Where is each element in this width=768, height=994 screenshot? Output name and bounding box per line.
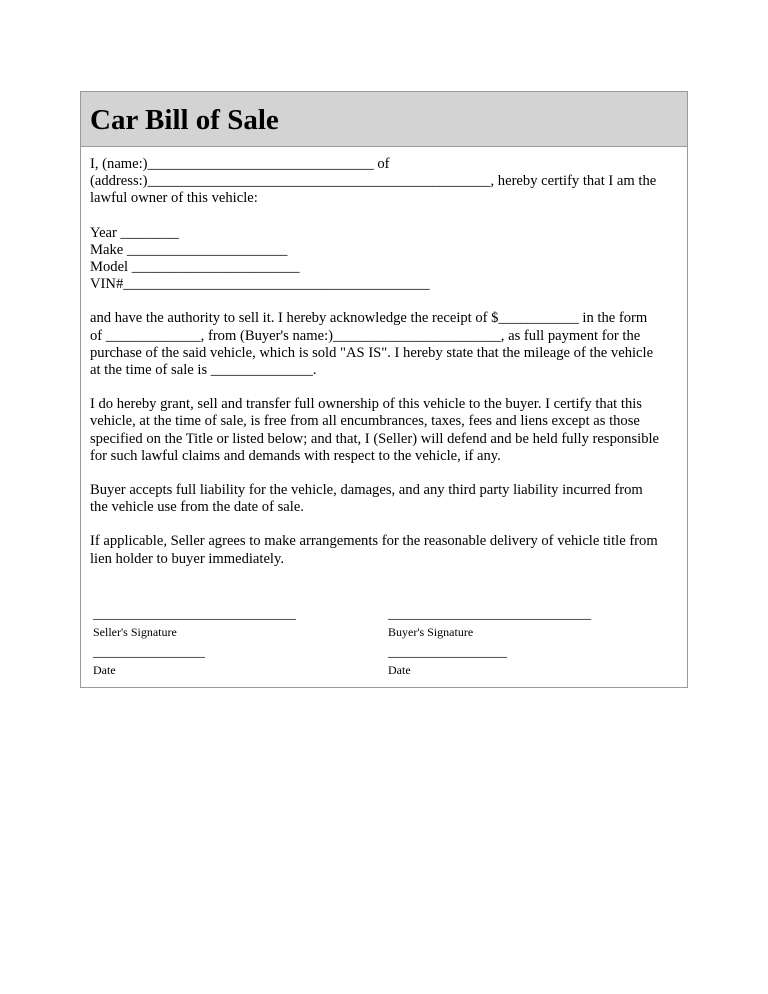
liability-line: Buyer accepts full liability for the vehicle, damages, and any third party liability incurred from [90,482,643,499]
buyer-date-label: Date [388,663,411,677]
payment-line: at the time of sale is ______________. [90,362,317,379]
transfer-line: vehicle, at the time of sale, is free from all encumbrances, taxes, fees and liens except as those [90,413,640,430]
vin-field: VIN#__________________________________________ [90,276,430,293]
buyer-signature-block [388,607,591,677]
delivery-line: lien holder to buyer immediately. [90,550,284,567]
buyer-signature-label: Buyer's Signature [388,625,474,639]
intro-paragraph [90,156,677,208]
seller-signature-block [93,607,296,677]
form-body [81,147,687,568]
seller-signature-line[interactable]: _____________________________ [93,607,296,622]
seller-signature-label: Seller's Signature [93,625,177,639]
intro-line: I, (name:)_______________________________ of [90,156,390,172]
payment-line: of _____________, from (Buyer's name:)_______________________, as full payment for the [90,327,641,344]
buyer-date-line[interactable]: _________________ [388,645,507,660]
intro-line: lawful owner of this vehicle: [90,190,258,207]
transfer-line: for such lawful claims and demands with respect to the vehicle, if any. [90,447,501,464]
payment-line: and have the authority to sell it. I hereby acknowledge the receipt of $___________ in the form [90,310,648,327]
seller-date-line[interactable]: ________________ [93,645,205,660]
transfer-line: specified on the Title or listed below; and that, I (Seller) will defend and be held fully responsible [90,430,660,447]
payment-line: purchase of the said vehicle, which is sold "AS IS". I hereby state that the mileage of the vehicle [90,344,654,361]
liability-line: the vehicle use from the date of sale. [90,499,304,516]
model-field: Model _______________________ [90,259,300,276]
buyer-signature-line[interactable]: _____________________________ [388,607,591,622]
vehicle-fields [90,225,677,294]
delivery-line: If applicable, Seller agrees to make arrangements for the reasonable delivery of vehicle title from [90,533,658,550]
form-header [81,92,687,147]
form-title: Car Bill of Sale [90,103,279,136]
delivery-paragraph [90,533,677,567]
make-field: Make ______________________ [90,241,288,258]
payment-paragraph [90,310,677,379]
transfer-paragraph [90,396,677,465]
seller-date-label: Date [93,663,116,677]
transfer-line: I do hereby grant, sell and transfer full ownership of this vehicle to the buyer. I certify that this [90,396,642,413]
liability-paragraph [90,482,677,516]
year-field: Year ________ [90,224,179,241]
intro-line: (address:)_______________________________________________, hereby certify that I am the [90,173,657,190]
bill-of-sale-form [80,91,688,688]
